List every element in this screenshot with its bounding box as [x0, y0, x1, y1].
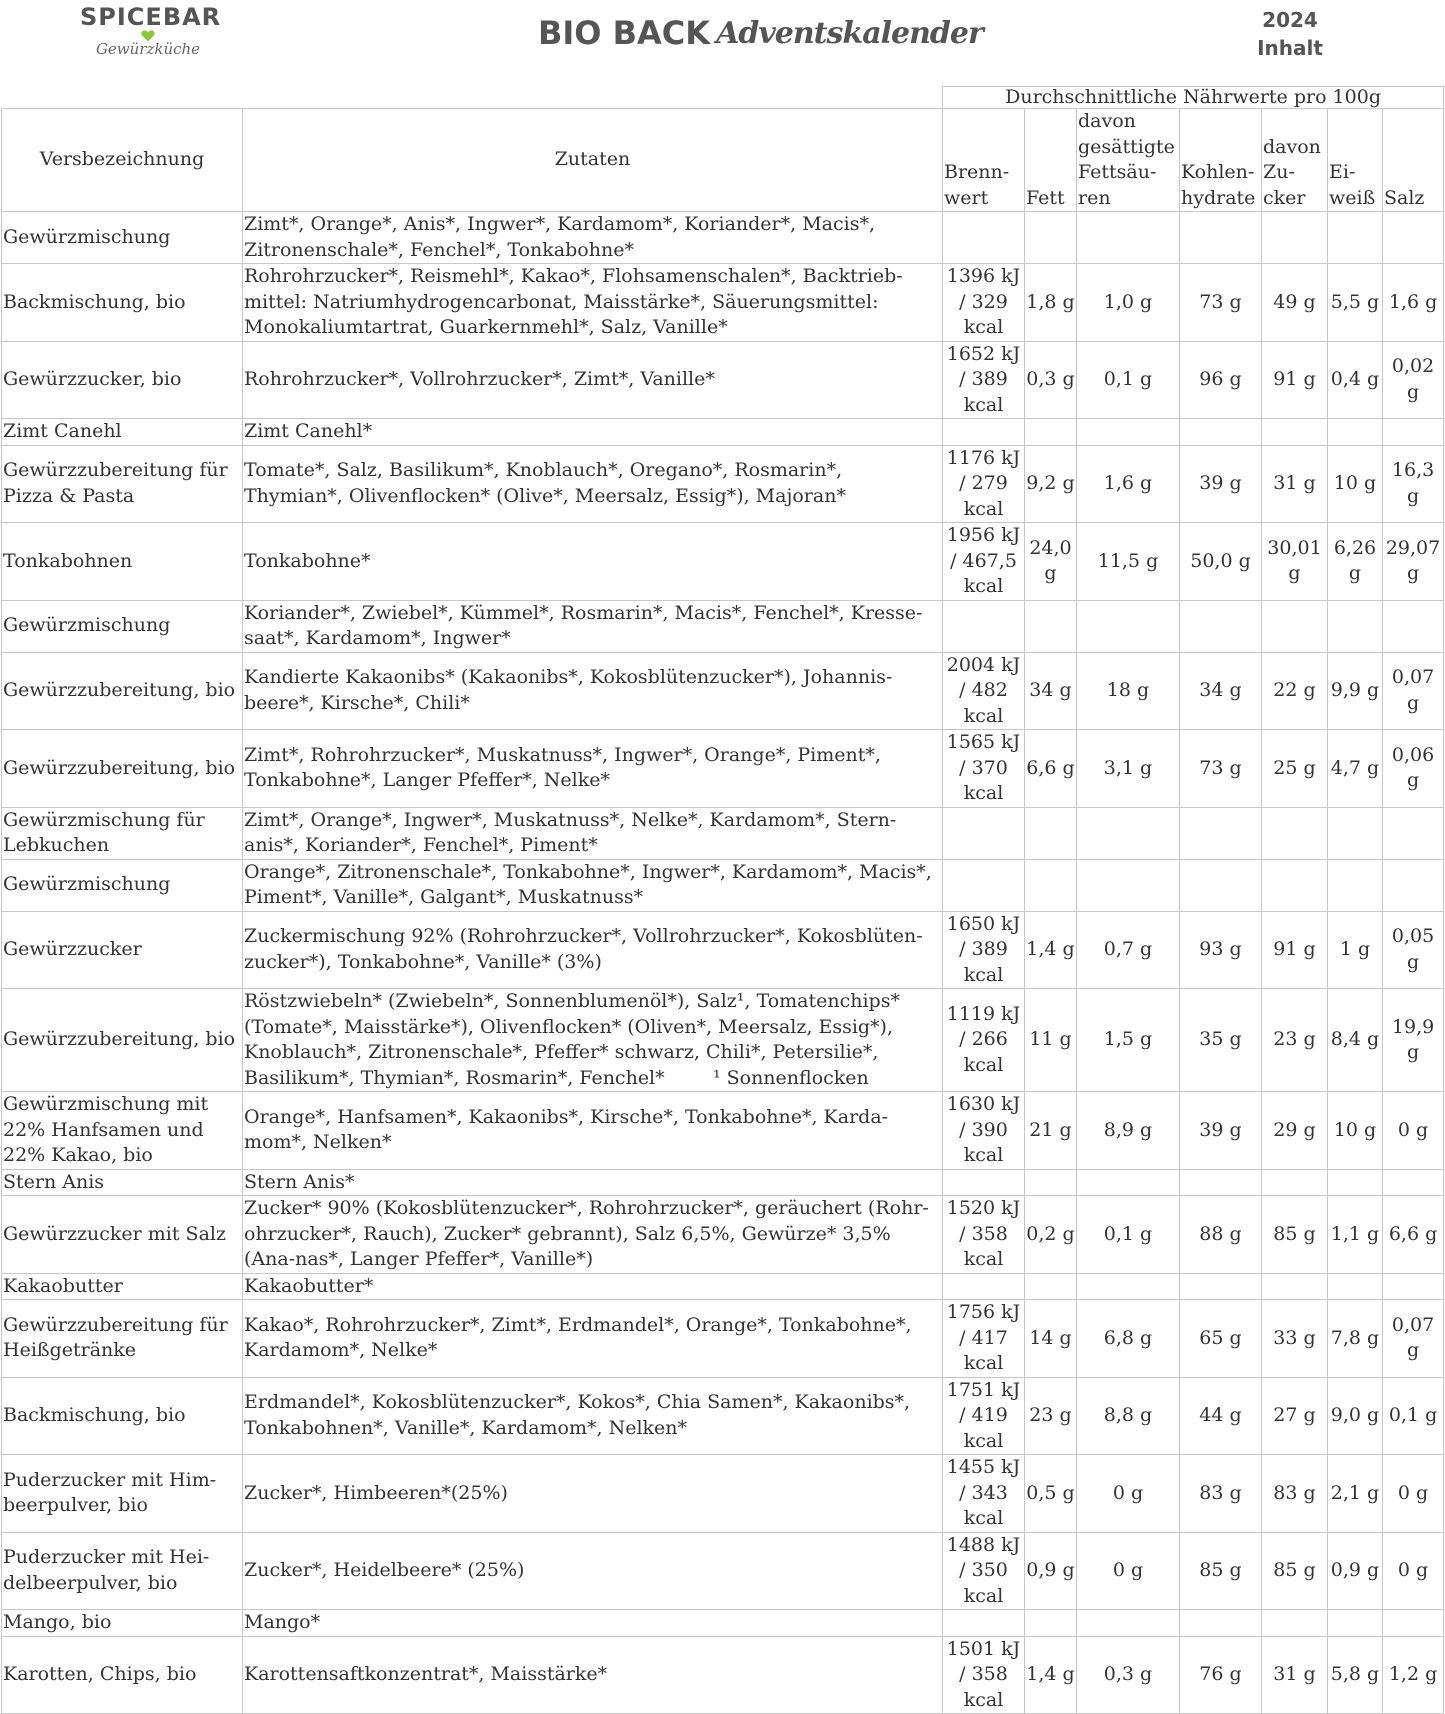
cell-sugar — [1262, 1273, 1328, 1300]
cell-ingredients: Tonkabohne* — [243, 523, 943, 601]
cell-saturated — [1077, 600, 1180, 652]
cell-sugar — [1262, 600, 1328, 652]
cell-energy: 1176 kJ / 279 kcal — [943, 445, 1025, 523]
cell-salt — [1383, 1169, 1444, 1196]
cell-sugar: 30,01 g — [1262, 523, 1328, 601]
cell-sugar: 91 g — [1262, 341, 1328, 419]
cell-carbs: 39 g — [1180, 1092, 1262, 1170]
content-label: Inhalt — [1257, 36, 1323, 60]
page-meta — [1250, 6, 1330, 62]
table-row — [2, 212, 1444, 264]
cell-carbs: 34 g — [1180, 652, 1262, 730]
cell-energy: 1520 kJ / 358 kcal — [943, 1196, 1025, 1274]
col-header-salt: Salz — [1383, 109, 1444, 212]
cell-sugar: 31 g — [1262, 1636, 1328, 1714]
cell-protein — [1328, 1169, 1383, 1196]
cell-fat — [1025, 807, 1077, 859]
cell-sugar: 31 g — [1262, 445, 1328, 523]
page-header — [0, 0, 1445, 86]
cell-saturated — [1077, 1169, 1180, 1196]
brand-logo — [80, 2, 222, 58]
cell-ingredients: Zimt*, Orange*, Anis*, Ingwer*, Kardamom*, Koriander*, Macis*, Zitronenschale*, Fenchel*, Tonkabohne* — [243, 212, 943, 264]
cell-salt: 0 g — [1383, 1092, 1444, 1170]
cell-carbs — [1180, 1169, 1262, 1196]
cell-protein: 9,9 g — [1328, 652, 1383, 730]
cell-carbs: 88 g — [1180, 1196, 1262, 1274]
cell-ingredients: Rohrohrzucker*, Reismehl*, Kakao*, Flohsamenschalen*, Backtrieb-mittel: Natriumhydrogencarbonat, Maisstärke*, Säuerungsmittel: Monokaliumtartrat, Guarkernmehl*, Salz, Vanille* — [243, 264, 943, 342]
table-row — [2, 652, 1444, 730]
cell-sugar: 27 g — [1262, 1377, 1328, 1455]
cell-salt: 0 g — [1383, 1455, 1444, 1533]
table-row — [2, 1636, 1444, 1714]
cell-carbs: 65 g — [1180, 1300, 1262, 1378]
cell-saturated: 8,8 g — [1077, 1377, 1180, 1455]
cell-salt: 1,6 g — [1383, 264, 1444, 342]
cell-salt — [1383, 859, 1444, 911]
cell-ingredients: Zimt Canehl* — [243, 419, 943, 446]
cell-fat — [1025, 1610, 1077, 1637]
cell-name: Backmischung, bio — [2, 264, 243, 342]
cell-energy: 1650 kJ / 389 kcal — [943, 911, 1025, 989]
cell-salt: 0,05 g — [1383, 911, 1444, 989]
cell-saturated: 6,8 g — [1077, 1300, 1180, 1378]
cell-fat: 0,3 g — [1025, 341, 1077, 419]
cell-ingredients: Zuckermischung 92% (Rohrohrzucker*, Vollrohrzucker*, Kokosblüten-zucker*), Tonkabohne*, Vanille* (3%) — [243, 911, 943, 989]
col-header-protein: Ei- weiß — [1328, 109, 1383, 212]
cell-carbs — [1180, 1273, 1262, 1300]
cell-energy: 1119 kJ / 266 kcal — [943, 989, 1025, 1092]
cell-ingredients: Zucker*, Heidelbeere* (25%) — [243, 1532, 943, 1610]
cell-fat — [1025, 1273, 1077, 1300]
col-header-fat: Fett — [1025, 109, 1077, 212]
cell-carbs — [1180, 212, 1262, 264]
table-row — [2, 1455, 1444, 1533]
cell-protein: 5,5 g — [1328, 264, 1383, 342]
cell-energy — [943, 1610, 1025, 1637]
cell-ingredients: Rohrohrzucker*, Vollrohrzucker*, Zimt*, Vanille* — [243, 341, 943, 419]
cell-salt — [1383, 807, 1444, 859]
cell-saturated — [1077, 212, 1180, 264]
cell-sugar — [1262, 859, 1328, 911]
header-spacer — [2, 87, 943, 109]
cell-protein: 4,7 g — [1328, 730, 1383, 808]
cell-sugar: 23 g — [1262, 989, 1328, 1092]
cell-name: Gewürzmischung — [2, 212, 243, 264]
cell-salt: 29,07 g — [1383, 523, 1444, 601]
cell-energy — [943, 859, 1025, 911]
brand-name: SPICEBAR — [80, 3, 222, 31]
table-row — [2, 1610, 1444, 1637]
cell-carbs — [1180, 419, 1262, 446]
table-row — [2, 1169, 1444, 1196]
cell-salt: 0,1 g — [1383, 1377, 1444, 1455]
cell-sugar: 25 g — [1262, 730, 1328, 808]
cell-saturated — [1077, 1273, 1180, 1300]
cell-energy: 1652 kJ / 389 kcal — [943, 341, 1025, 419]
cell-fat: 21 g — [1025, 1092, 1077, 1170]
cell-carbs: 39 g — [1180, 445, 1262, 523]
cell-name: Gewürzzubereitung für Pizza & Pasta — [2, 445, 243, 523]
table-row — [2, 445, 1444, 523]
col-header-saturated: davon gesättigte Fettsäu- ren — [1077, 109, 1180, 212]
nutrition-group-header: Durchschnittliche Nährwerte pro 100g — [943, 87, 1444, 109]
cell-protein: 10 g — [1328, 445, 1383, 523]
cell-energy — [943, 807, 1025, 859]
cell-name: Gewürzzubereitung, bio — [2, 730, 243, 808]
cell-protein: 1 g — [1328, 911, 1383, 989]
cell-fat — [1025, 212, 1077, 264]
cell-name: Puderzucker mit Hei-delbeerpulver, bio — [2, 1532, 243, 1610]
cell-ingredients: Karottensaftkonzentrat*, Maisstärke* — [243, 1636, 943, 1714]
cell-protein — [1328, 1273, 1383, 1300]
cell-energy — [943, 1273, 1025, 1300]
cell-sugar — [1262, 212, 1328, 264]
table-body — [2, 212, 1444, 1714]
cell-ingredients: Röstzwiebeln* (Zwiebeln*, Sonnenblumenöl*), Salz¹, Tomatenchips* (Tomate*, Maisstärke*), Olivenflocken* (Oliven*, Meersalz, Essig*), Knoblauch*, Zitronenschale*, Pfeffer* schwarz, Chili*, Petersilie*, Basilikum*, Thymian*, Rosmarin*, Fenchel* ¹ Sonnenflocken — [243, 989, 943, 1092]
table-row — [2, 341, 1444, 419]
table-row — [2, 859, 1444, 911]
cell-energy — [943, 419, 1025, 446]
cell-saturated: 1,5 g — [1077, 989, 1180, 1092]
cell-fat: 14 g — [1025, 1300, 1077, 1378]
cell-sugar: 49 g — [1262, 264, 1328, 342]
cell-fat — [1025, 859, 1077, 911]
cell-carbs: 85 g — [1180, 1532, 1262, 1610]
cell-saturated: 1,6 g — [1077, 445, 1180, 523]
cell-salt — [1383, 1273, 1444, 1300]
cell-protein: 6,26 g — [1328, 523, 1383, 601]
cell-ingredients: Tomate*, Salz, Basilikum*, Knoblauch*, Oregano*, Rosmarin*, Thymian*, Olivenflocken* (Olive*, Meersalz, Essig*), Majoran* — [243, 445, 943, 523]
cell-saturated: 0,1 g — [1077, 1196, 1180, 1274]
group-header-row — [2, 87, 1444, 109]
cell-energy: 1565 kJ / 370 kcal — [943, 730, 1025, 808]
cell-name: Gewürzzubereitung, bio — [2, 989, 243, 1092]
year-label: 2024 — [1262, 8, 1318, 32]
cell-sugar: 33 g — [1262, 1300, 1328, 1378]
table-row — [2, 1196, 1444, 1274]
cell-energy — [943, 600, 1025, 652]
cell-ingredients: Kandierte Kakaonibs* (Kakaonibs*, Kokosblütenzucker*), Johannis-beere*, Kirsche*, Chili* — [243, 652, 943, 730]
cell-fat: 6,6 g — [1025, 730, 1077, 808]
cell-ingredients: Kakao*, Rohrohrzucker*, Zimt*, Erdmandel*, Orange*, Tonkabohne*, Kardamom*, Nelke* — [243, 1300, 943, 1378]
cell-carbs: 44 g — [1180, 1377, 1262, 1455]
table-row — [2, 523, 1444, 601]
cell-salt: 0,02 g — [1383, 341, 1444, 419]
cell-saturated — [1077, 419, 1180, 446]
cell-carbs — [1180, 807, 1262, 859]
cell-name: Mango, bio — [2, 1610, 243, 1637]
table-row — [2, 1377, 1444, 1455]
cell-salt: 0,06 g — [1383, 730, 1444, 808]
cell-sugar — [1262, 1169, 1328, 1196]
cell-protein: 5,8 g — [1328, 1636, 1383, 1714]
cell-protein: 8,4 g — [1328, 989, 1383, 1092]
cell-sugar: 85 g — [1262, 1196, 1328, 1274]
cell-salt — [1383, 212, 1444, 264]
cell-salt: 0,07 g — [1383, 652, 1444, 730]
cell-fat: 0,5 g — [1025, 1455, 1077, 1533]
table-row — [2, 600, 1444, 652]
cell-protein: 10 g — [1328, 1092, 1383, 1170]
cell-ingredients: Zucker* 90% (Kokosblütenzucker*, Rohrohrzucker*, geräuchert (Rohr-ohrzucker*, Rauch), Zucker* gebrannt), Salz 6,5%, Gewürze* 3,5% (Ana-nas*, Langer Pfeffer*, Vanille*) — [243, 1196, 943, 1274]
cell-sugar: 29 g — [1262, 1092, 1328, 1170]
col-header-ingredients: Zutaten — [243, 109, 943, 212]
cell-name: Gewürzzucker mit Salz — [2, 1196, 243, 1274]
cell-fat: 1,4 g — [1025, 1636, 1077, 1714]
cell-fat: 0,2 g — [1025, 1196, 1077, 1274]
cell-name: Karotten, Chips, bio — [2, 1636, 243, 1714]
table-row — [2, 419, 1444, 446]
cell-fat: 23 g — [1025, 1377, 1077, 1455]
cell-name: Puderzucker mit Him-beerpulver, bio — [2, 1455, 243, 1533]
cell-energy: 1630 kJ / 390 kcal — [943, 1092, 1025, 1170]
cell-saturated: 0,3 g — [1077, 1636, 1180, 1714]
column-header-row — [2, 109, 1444, 212]
cell-name: Backmischung, bio — [2, 1377, 243, 1455]
cell-protein: 7,8 g — [1328, 1300, 1383, 1378]
nutrition-table — [1, 86, 1444, 1714]
cell-salt: 6,6 g — [1383, 1196, 1444, 1274]
cell-name: Kakaobutter — [2, 1273, 243, 1300]
cell-name: Tonkabohnen — [2, 523, 243, 601]
cell-ingredients: Erdmandel*, Kokosblütenzucker*, Kokos*, Chia Samen*, Kakaonibs*, Tonkabohnen*, Vanille*, Kardamom*, Nelken* — [243, 1377, 943, 1455]
cell-energy: 1956 kJ / 467,5 kcal — [943, 523, 1025, 601]
cell-fat: 1,8 g — [1025, 264, 1077, 342]
cell-sugar — [1262, 1610, 1328, 1637]
title-script: Adventskalender — [716, 15, 983, 51]
col-header-sugar: davon Zu- cker — [1262, 109, 1328, 212]
cell-carbs: 96 g — [1180, 341, 1262, 419]
cell-salt: 0,07 g — [1383, 1300, 1444, 1378]
cell-ingredients: Zimt*, Orange*, Ingwer*, Muskatnuss*, Nelke*, Kardamom*, Stern-anis*, Koriander*, Fenchel*, Piment* — [243, 807, 943, 859]
cell-fat: 0,9 g — [1025, 1532, 1077, 1610]
cell-salt: 1,2 g — [1383, 1636, 1444, 1714]
cell-saturated: 0 g — [1077, 1455, 1180, 1533]
cell-name: Zimt Canehl — [2, 419, 243, 446]
cell-saturated — [1077, 859, 1180, 911]
cell-fat: 11 g — [1025, 989, 1077, 1092]
cell-saturated — [1077, 807, 1180, 859]
cell-carbs: 83 g — [1180, 1455, 1262, 1533]
cell-sugar: 85 g — [1262, 1532, 1328, 1610]
cell-sugar — [1262, 419, 1328, 446]
cell-sugar: 83 g — [1262, 1455, 1328, 1533]
cell-protein: 2,1 g — [1328, 1455, 1383, 1533]
cell-ingredients: Orange*, Hanfsamen*, Kakaonibs*, Kirsche*, Tonkabohne*, Karda-mom*, Nelken* — [243, 1092, 943, 1170]
cell-name: Gewürzzucker, bio — [2, 341, 243, 419]
cell-fat — [1025, 600, 1077, 652]
table-row — [2, 1092, 1444, 1170]
cell-salt: 16,3 g — [1383, 445, 1444, 523]
cell-carbs: 76 g — [1180, 1636, 1262, 1714]
cell-name: Stern Anis — [2, 1169, 243, 1196]
cell-fat — [1025, 1169, 1077, 1196]
cell-energy — [943, 212, 1025, 264]
cell-carbs: 93 g — [1180, 911, 1262, 989]
cell-energy: 1455 kJ / 343 kcal — [943, 1455, 1025, 1533]
cell-energy — [943, 1169, 1025, 1196]
table-row — [2, 264, 1444, 342]
cell-name: Gewürzmischung — [2, 600, 243, 652]
cell-carbs: 35 g — [1180, 989, 1262, 1092]
table-row — [2, 1273, 1444, 1300]
cell-protein: 0,4 g — [1328, 341, 1383, 419]
cell-saturated: 1,0 g — [1077, 264, 1180, 342]
cell-salt — [1383, 419, 1444, 446]
cell-energy: 1488 kJ / 350 kcal — [943, 1532, 1025, 1610]
page-title — [538, 14, 983, 52]
cell-saturated: 8,9 g — [1077, 1092, 1180, 1170]
cell-ingredients: Kakaobutter* — [243, 1273, 943, 1300]
cell-protein — [1328, 859, 1383, 911]
cell-saturated: 18 g — [1077, 652, 1180, 730]
cell-ingredients: Orange*, Zitronenschale*, Tonkabohne*, Ingwer*, Kardamom*, Macis*, Piment*, Vanille*, Galgant*, Muskatnuss* — [243, 859, 943, 911]
cell-carbs — [1180, 859, 1262, 911]
cell-energy: 2004 kJ / 482 kcal — [943, 652, 1025, 730]
cell-energy: 1751 kJ / 419 kcal — [943, 1377, 1025, 1455]
cell-name: Gewürzmischung für Lebkuchen — [2, 807, 243, 859]
cell-carbs: 73 g — [1180, 730, 1262, 808]
cell-energy: 1396 kJ / 329 kcal — [943, 264, 1025, 342]
cell-ingredients: Zucker*, Himbeeren*(25%) — [243, 1455, 943, 1533]
cell-ingredients: Mango* — [243, 1610, 943, 1637]
cell-fat: 34 g — [1025, 652, 1077, 730]
cell-protein — [1328, 1610, 1383, 1637]
cell-protein — [1328, 600, 1383, 652]
cell-name: Gewürzzubereitung, bio — [2, 652, 243, 730]
cell-name: Gewürzzucker — [2, 911, 243, 989]
table-row — [2, 730, 1444, 808]
cell-carbs — [1180, 1610, 1262, 1637]
table-row — [2, 911, 1444, 989]
title-main: BIO BACK — [538, 14, 711, 52]
cell-fat: 24,0 g — [1025, 523, 1077, 601]
cell-saturated: 0,7 g — [1077, 911, 1180, 989]
cell-name: Gewürzzubereitung für Heißgetränke — [2, 1300, 243, 1378]
cell-energy: 1756 kJ / 417 kcal — [943, 1300, 1025, 1378]
cell-carbs: 50,0 g — [1180, 523, 1262, 601]
cell-sugar: 22 g — [1262, 652, 1328, 730]
col-header-name: Versbezeichnung — [2, 109, 243, 212]
cell-saturated: 11,5 g — [1077, 523, 1180, 601]
cell-ingredients: Koriander*, Zwiebel*, Kümmel*, Rosmarin*, Macis*, Fenchel*, Kresse-saat*, Kardamom*, Ingwer* — [243, 600, 943, 652]
col-header-carbs: Kohlen- hydrate — [1180, 109, 1262, 212]
cell-saturated — [1077, 1610, 1180, 1637]
brand-subtitle: Gewürzküche — [95, 40, 201, 58]
table-row — [2, 807, 1444, 859]
cell-carbs: 73 g — [1180, 264, 1262, 342]
cell-protein — [1328, 212, 1383, 264]
cell-salt: 19,9 g — [1383, 989, 1444, 1092]
cell-ingredients: Zimt*, Rohrohrzucker*, Muskatnuss*, Ingwer*, Orange*, Piment*, Tonkabohne*, Langer Pfeffer*, Nelke* — [243, 730, 943, 808]
cell-protein: 1,1 g — [1328, 1196, 1383, 1274]
cell-fat: 1,4 g — [1025, 911, 1077, 989]
cell-salt — [1383, 600, 1444, 652]
cell-protein: 0,9 g — [1328, 1532, 1383, 1610]
cell-salt — [1383, 1610, 1444, 1637]
cell-energy: 1501 kJ / 358 kcal — [943, 1636, 1025, 1714]
cell-name: Gewürzmischung mit 22% Hanfsamen und 22% Kakao, bio — [2, 1092, 243, 1170]
col-header-energy: Brenn- wert — [943, 109, 1025, 212]
cell-saturated: 0,1 g — [1077, 341, 1180, 419]
table-row — [2, 1532, 1444, 1610]
cell-protein: 9,0 g — [1328, 1377, 1383, 1455]
table-row — [2, 989, 1444, 1092]
cell-saturated: 0 g — [1077, 1532, 1180, 1610]
cell-fat — [1025, 419, 1077, 446]
cell-protein — [1328, 419, 1383, 446]
cell-sugar — [1262, 807, 1328, 859]
cell-protein — [1328, 807, 1383, 859]
cell-carbs — [1180, 600, 1262, 652]
cell-saturated: 3,1 g — [1077, 730, 1180, 808]
cell-ingredients: Stern Anis* — [243, 1169, 943, 1196]
cell-sugar: 91 g — [1262, 911, 1328, 989]
cell-salt: 0 g — [1383, 1532, 1444, 1610]
table-row — [2, 1300, 1444, 1378]
cell-name: Gewürzmischung — [2, 859, 243, 911]
cell-fat: 9,2 g — [1025, 445, 1077, 523]
